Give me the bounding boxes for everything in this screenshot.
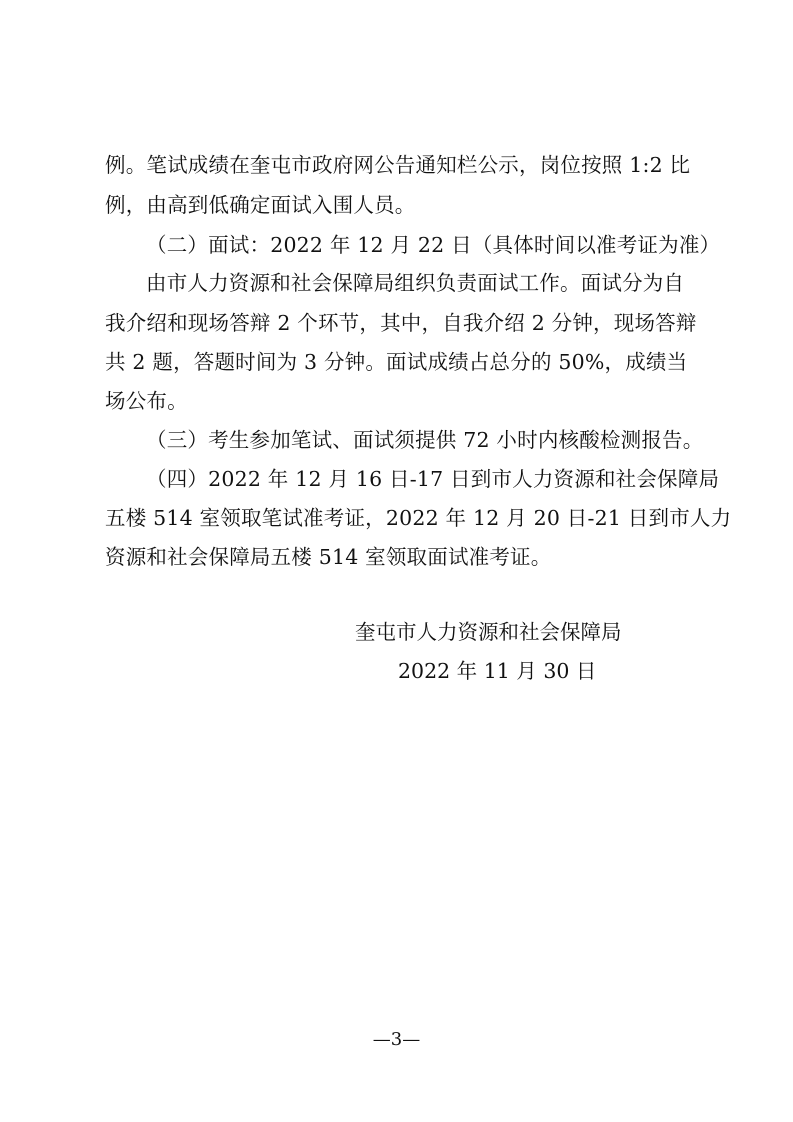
- body-line-2: 例，由高到低确定面试入围人员。: [105, 193, 416, 217]
- section-four-line-1: （四）2022 年 12 月 16 日-17 日到市人力资源和社会保障局: [146, 467, 720, 491]
- body-line-6: 共 2 题，答题时间为 3 分钟。面试成绩占总分的 50%，成绩当: [105, 350, 688, 374]
- body-line-1: 例。笔试成绩在奎屯市政府网公告通知栏公示，岗位按照 1:2 比: [105, 153, 691, 177]
- body-line-5: 我介绍和现场答辩 2 个环节，其中，自我介绍 2 分钟，现场答辩: [105, 311, 697, 335]
- body-line-7: 场公布。: [105, 389, 188, 413]
- body-line-4: 由市人力资源和社会保障局组织负责面试工作。面试分为自: [146, 271, 685, 295]
- section-two-heading: （二）面试：2022 年 12 月 22 日（具体时间以准考证为准）: [146, 233, 721, 257]
- signature-organization: 奎屯市人力资源和社会保障局: [355, 620, 622, 644]
- signature-date: 2022 年 11 月 30 日: [398, 659, 597, 683]
- section-four-line-3: 资源和社会保障局五楼 514 室领取面试准考证。: [105, 545, 552, 569]
- page-number: —3—: [372, 1029, 421, 1050]
- section-three-line: （三）考生参加笔试、面试须提供 72 小时内核酸检测报告。: [146, 428, 704, 452]
- section-four-line-2: 五楼 514 室领取笔试准考证，2022 年 12 月 20 日-21 日到市人力: [105, 506, 732, 530]
